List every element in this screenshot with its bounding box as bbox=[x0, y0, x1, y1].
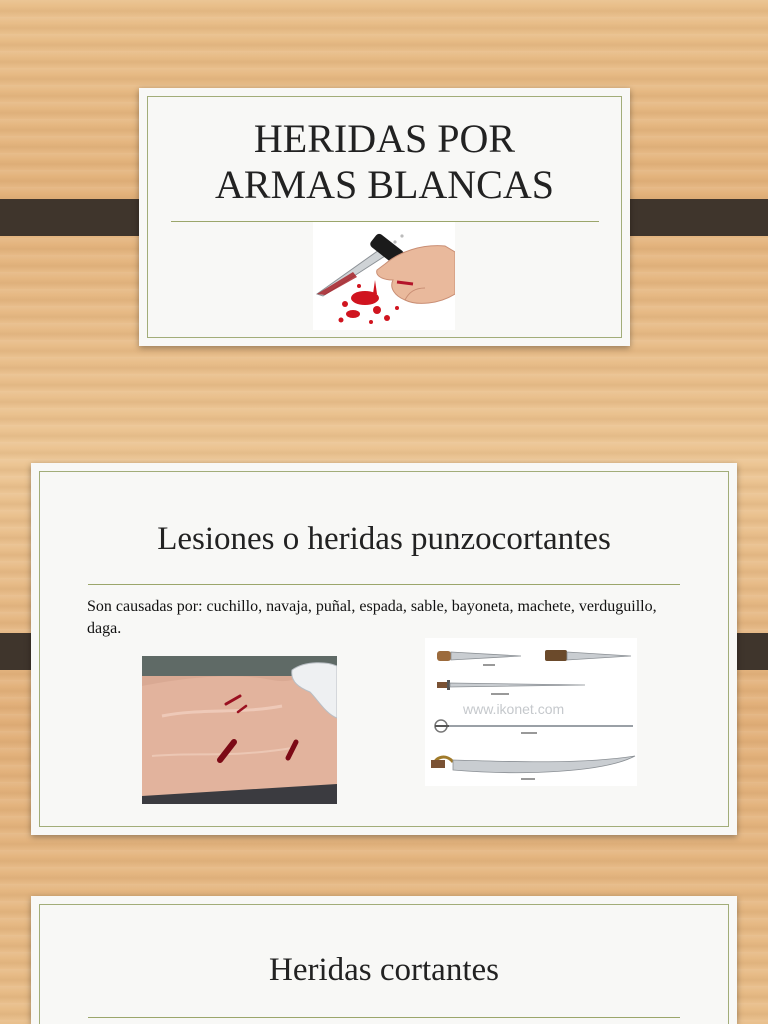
title-line-1: HERIDAS POR bbox=[253, 116, 516, 161]
slide-title: Heridas cortantes bbox=[269, 952, 499, 988]
title-slide bbox=[139, 88, 630, 346]
watermark-text: www.ikonet.com bbox=[463, 701, 565, 717]
content-slide bbox=[31, 463, 737, 835]
slide-body-text: Son causadas por: cuchillo, navaja, puñal, espada, sable, bayoneta, machete, verduguillo, daga. bbox=[87, 598, 657, 637]
title-divider bbox=[88, 1017, 680, 1018]
slide-title: Lesiones o heridas punzocortantes bbox=[157, 521, 611, 557]
bloody-knife-image bbox=[313, 222, 455, 330]
slide-title bbox=[139, 116, 630, 208]
binder-tab-left-1 bbox=[0, 199, 155, 236]
content-slide-2 bbox=[31, 896, 737, 1024]
binder-tab-right-1 bbox=[613, 199, 768, 236]
title-divider bbox=[88, 584, 680, 585]
weapons-chart-image bbox=[425, 638, 637, 786]
title-line-2: ARMAS BLANCAS bbox=[215, 162, 554, 207]
stab-wounds-photo bbox=[142, 656, 337, 804]
